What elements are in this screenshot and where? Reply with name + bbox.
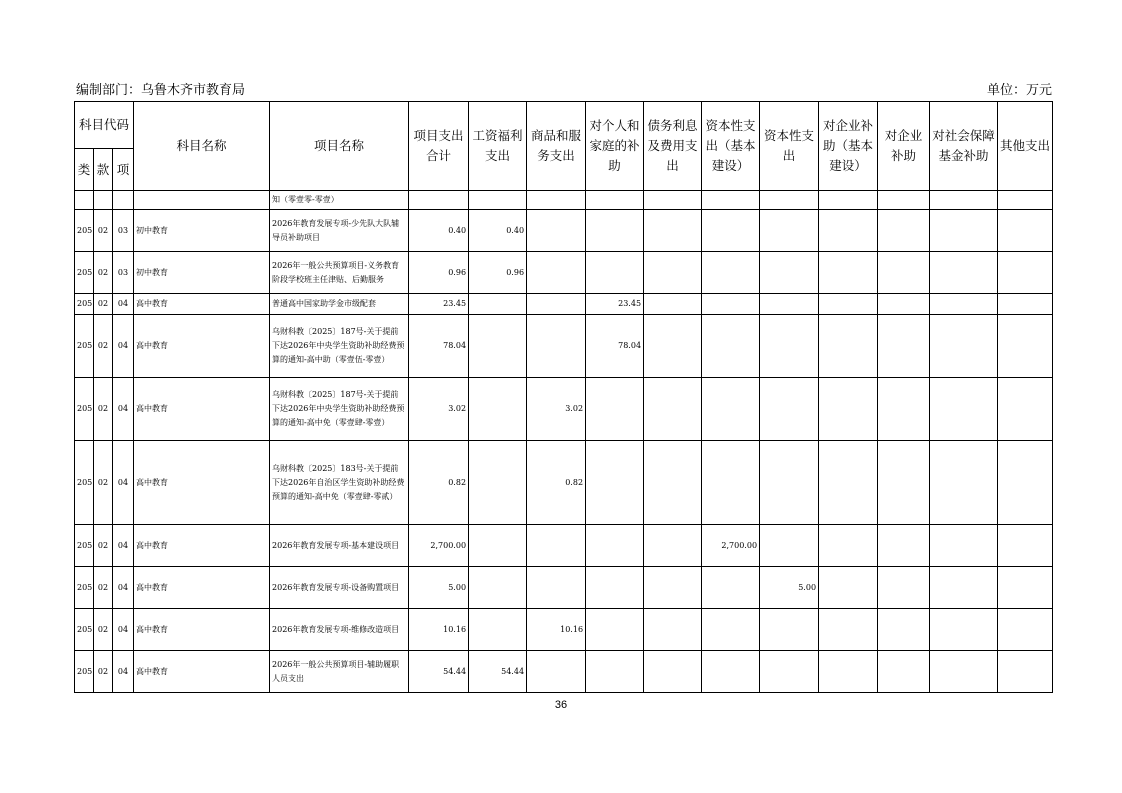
cell-total: 3.02 (409, 378, 469, 441)
cell-lei: 205 (75, 651, 94, 693)
cell-capital (760, 609, 819, 651)
cell-project: 2026年教育发展专项-设备购置项目 (270, 567, 409, 609)
cell-total: 0.82 (409, 441, 469, 525)
cell-lei: 205 (75, 567, 94, 609)
cell-debt (644, 525, 702, 567)
cell-project: 知（零壹零-零壹） (270, 191, 409, 210)
cell-social (930, 294, 998, 315)
header-other: 其他支出 (998, 102, 1053, 191)
cell-enterprise (878, 252, 930, 294)
cell-enterprise-basic (819, 315, 878, 378)
cell-total: 10.16 (409, 609, 469, 651)
cell-subject: 初中教育 (134, 210, 270, 252)
table-row (75, 651, 1053, 693)
cell-total: 54.44 (409, 651, 469, 693)
cell-capital (760, 294, 819, 315)
cell-enterprise (878, 191, 930, 210)
cell-individual (586, 651, 644, 693)
cell-project: 普通高中国家助学金市级配套 (270, 294, 409, 315)
cell-social (930, 651, 998, 693)
cell-kuan: 02 (94, 294, 113, 315)
cell-debt (644, 252, 702, 294)
cell-lei: 205 (75, 294, 94, 315)
cell-social (930, 315, 998, 378)
cell-debt (644, 191, 702, 210)
cell-enterprise (878, 651, 930, 693)
cell-enterprise (878, 315, 930, 378)
cell-total (409, 191, 469, 210)
cell-salary (469, 378, 527, 441)
cell-other (998, 441, 1053, 525)
cell-goods (527, 567, 586, 609)
cell-enterprise (878, 210, 930, 252)
unit-label: 单位：万元 (986, 83, 1052, 98)
cell-debt (644, 315, 702, 378)
budget-table (74, 101, 1053, 693)
cell-kuan: 02 (94, 315, 113, 378)
header-debt: 债务利息及费用支出 (644, 102, 702, 191)
cell-project: 2026年教育发展专项-维修改造项目 (270, 609, 409, 651)
header-project-name: 项目名称 (270, 102, 409, 191)
cell-individual: 78.04 (586, 315, 644, 378)
cell-kuan: 02 (94, 567, 113, 609)
cell-enterprise-basic (819, 525, 878, 567)
cell-capital: 5.00 (760, 567, 819, 609)
cell-capital (760, 525, 819, 567)
cell-capital-basic (702, 315, 760, 378)
cell-project: 乌财科教〔2025〕187号-关于提前下达2026年中央学生资助补助经费预算的通知-高中免（零壹肆-零壹） (270, 378, 409, 441)
cell-capital (760, 210, 819, 252)
cell-subject (134, 191, 270, 210)
cell-capital (760, 191, 819, 210)
cell-lei: 205 (75, 525, 94, 567)
cell-capital (760, 651, 819, 693)
cell-enterprise (878, 525, 930, 567)
cell-project: 2026年教育发展专项-少先队大队辅导员补助项目 (270, 210, 409, 252)
cell-total: 78.04 (409, 315, 469, 378)
header-salary: 工资福利支出 (469, 102, 527, 191)
cell-salary (469, 191, 527, 210)
cell-xiang (113, 191, 134, 210)
cell-goods (527, 191, 586, 210)
cell-salary: 0.96 (469, 252, 527, 294)
cell-capital (760, 252, 819, 294)
cell-other (998, 210, 1053, 252)
cell-total: 2,700.00 (409, 525, 469, 567)
header-kuan: 款 (94, 149, 113, 191)
header-enterprise: 对企业补助 (878, 102, 930, 191)
cell-subject: 高中教育 (134, 378, 270, 441)
cell-enterprise-basic (819, 210, 878, 252)
cell-lei: 205 (75, 252, 94, 294)
cell-goods (527, 315, 586, 378)
cell-enterprise-basic (819, 441, 878, 525)
cell-lei (75, 191, 94, 210)
cell-salary (469, 441, 527, 525)
header-social: 对社会保障基金补助 (930, 102, 998, 191)
cell-goods (527, 252, 586, 294)
cell-debt (644, 609, 702, 651)
cell-individual (586, 252, 644, 294)
cell-social (930, 191, 998, 210)
cell-lei: 205 (75, 378, 94, 441)
cell-salary (469, 315, 527, 378)
cell-other (998, 294, 1053, 315)
table-row (75, 525, 1053, 567)
cell-enterprise (878, 441, 930, 525)
cell-other (998, 315, 1053, 378)
cell-project: 2026年一般公共预算项目-义务教育阶段学校班主任津贴、后勤服务 (270, 252, 409, 294)
cell-enterprise (878, 567, 930, 609)
cell-debt (644, 210, 702, 252)
cell-capital-basic (702, 294, 760, 315)
cell-salary (469, 294, 527, 315)
cell-capital-basic: 2,700.00 (702, 525, 760, 567)
cell-kuan: 02 (94, 609, 113, 651)
cell-capital (760, 378, 819, 441)
cell-xiang: 04 (113, 378, 134, 441)
cell-lei: 205 (75, 210, 94, 252)
cell-capital-basic (702, 191, 760, 210)
cell-xiang: 03 (113, 252, 134, 294)
cell-enterprise-basic (819, 191, 878, 210)
cell-other (998, 651, 1053, 693)
table-row (75, 191, 1053, 210)
cell-enterprise-basic (819, 609, 878, 651)
cell-capital-basic (702, 567, 760, 609)
cell-xiang: 04 (113, 525, 134, 567)
cell-xiang: 04 (113, 294, 134, 315)
cell-individual (586, 210, 644, 252)
header-capital-basic: 资本性支出（基本建设） (702, 102, 760, 191)
cell-subject: 高中教育 (134, 567, 270, 609)
table-row (75, 315, 1053, 378)
cell-subject: 高中教育 (134, 441, 270, 525)
cell-enterprise-basic (819, 567, 878, 609)
cell-salary (469, 567, 527, 609)
cell-capital (760, 441, 819, 525)
cell-individual (586, 609, 644, 651)
cell-debt (644, 651, 702, 693)
cell-xiang: 04 (113, 441, 134, 525)
header-individual: 对个人和家庭的补助 (586, 102, 644, 191)
cell-capital-basic (702, 378, 760, 441)
cell-individual (586, 378, 644, 441)
cell-goods: 10.16 (527, 609, 586, 651)
cell-lei: 205 (75, 609, 94, 651)
cell-xiang: 03 (113, 210, 134, 252)
cell-enterprise (878, 378, 930, 441)
cell-project: 2026年教育发展专项-基本建设项目 (270, 525, 409, 567)
cell-subject: 高中教育 (134, 525, 270, 567)
cell-social (930, 378, 998, 441)
cell-other (998, 191, 1053, 210)
cell-other (998, 378, 1053, 441)
cell-project: 乌财科教〔2025〕187号-关于提前下达2026年中央学生资助补助经费预算的通知-高中助（零壹伍-零壹） (270, 315, 409, 378)
cell-kuan (94, 191, 113, 210)
cell-subject: 高中教育 (134, 294, 270, 315)
cell-salary: 0.40 (469, 210, 527, 252)
cell-social (930, 525, 998, 567)
cell-goods (527, 294, 586, 315)
cell-individual (586, 525, 644, 567)
cell-subject: 初中教育 (134, 252, 270, 294)
table-row (75, 294, 1053, 315)
cell-other (998, 567, 1053, 609)
cell-enterprise-basic (819, 651, 878, 693)
table-row (75, 210, 1053, 252)
cell-total: 0.40 (409, 210, 469, 252)
cell-other (998, 252, 1053, 294)
cell-lei: 205 (75, 315, 94, 378)
cell-goods: 3.02 (527, 378, 586, 441)
cell-goods (527, 651, 586, 693)
cell-social (930, 441, 998, 525)
table-row (75, 609, 1053, 651)
cell-individual (586, 567, 644, 609)
cell-capital (760, 315, 819, 378)
cell-subject: 高中教育 (134, 651, 270, 693)
table-row (75, 567, 1053, 609)
cell-enterprise-basic (819, 252, 878, 294)
header-capital: 资本性支出 (760, 102, 819, 191)
cell-debt (644, 441, 702, 525)
cell-kuan: 02 (94, 210, 113, 252)
cell-kuan: 02 (94, 651, 113, 693)
cell-xiang: 04 (113, 651, 134, 693)
cell-capital-basic (702, 252, 760, 294)
cell-goods (527, 210, 586, 252)
cell-kuan: 02 (94, 378, 113, 441)
cell-salary: 54.44 (469, 651, 527, 693)
cell-social (930, 210, 998, 252)
cell-debt (644, 567, 702, 609)
cell-enterprise (878, 294, 930, 315)
cell-enterprise (878, 609, 930, 651)
cell-debt (644, 294, 702, 315)
cell-individual: 23.45 (586, 294, 644, 315)
cell-total: 5.00 (409, 567, 469, 609)
table-row (75, 441, 1053, 525)
cell-other (998, 525, 1053, 567)
cell-individual (586, 441, 644, 525)
cell-social (930, 609, 998, 651)
department-label: 编制部门：乌鲁木齐市教育局 (76, 83, 246, 98)
cell-enterprise-basic (819, 378, 878, 441)
cell-other (998, 609, 1053, 651)
cell-capital-basic (702, 651, 760, 693)
cell-goods: 0.82 (527, 441, 586, 525)
header-enterprise-basic: 对企业补助（基本建设） (819, 102, 878, 191)
cell-social (930, 252, 998, 294)
header-goods: 商品和服务支出 (527, 102, 586, 191)
cell-total: 23.45 (409, 294, 469, 315)
cell-capital-basic (702, 441, 760, 525)
table-row (75, 378, 1053, 441)
cell-goods (527, 525, 586, 567)
cell-capital-basic (702, 609, 760, 651)
cell-xiang: 04 (113, 315, 134, 378)
cell-project: 2026年一般公共预算项目-辅助履职人员支出 (270, 651, 409, 693)
cell-kuan: 02 (94, 441, 113, 525)
table-row (75, 252, 1053, 294)
cell-salary (469, 609, 527, 651)
cell-social (930, 567, 998, 609)
cell-subject: 高中教育 (134, 609, 270, 651)
cell-project: 乌财科教〔2025〕183号-关于提前下达2026年自治区学生资助补助经费预算的通知-高中免（零壹肆-零贰） (270, 441, 409, 525)
page-number: 36 (554, 699, 568, 711)
cell-subject: 高中教育 (134, 315, 270, 378)
cell-salary (469, 525, 527, 567)
header-total: 项目支出合计 (409, 102, 469, 191)
cell-kuan: 02 (94, 525, 113, 567)
cell-kuan: 02 (94, 252, 113, 294)
header-subject-name: 科目名称 (134, 102, 270, 191)
cell-individual (586, 191, 644, 210)
cell-capital-basic (702, 210, 760, 252)
cell-debt (644, 378, 702, 441)
cell-total: 0.96 (409, 252, 469, 294)
cell-xiang: 04 (113, 609, 134, 651)
table-body (75, 191, 1053, 693)
cell-lei: 205 (75, 441, 94, 525)
cell-xiang: 04 (113, 567, 134, 609)
header-xiang: 项 (113, 149, 134, 191)
cell-enterprise-basic (819, 294, 878, 315)
header-code-group: 科目代码 (75, 102, 134, 149)
header-lei: 类 (75, 149, 94, 191)
